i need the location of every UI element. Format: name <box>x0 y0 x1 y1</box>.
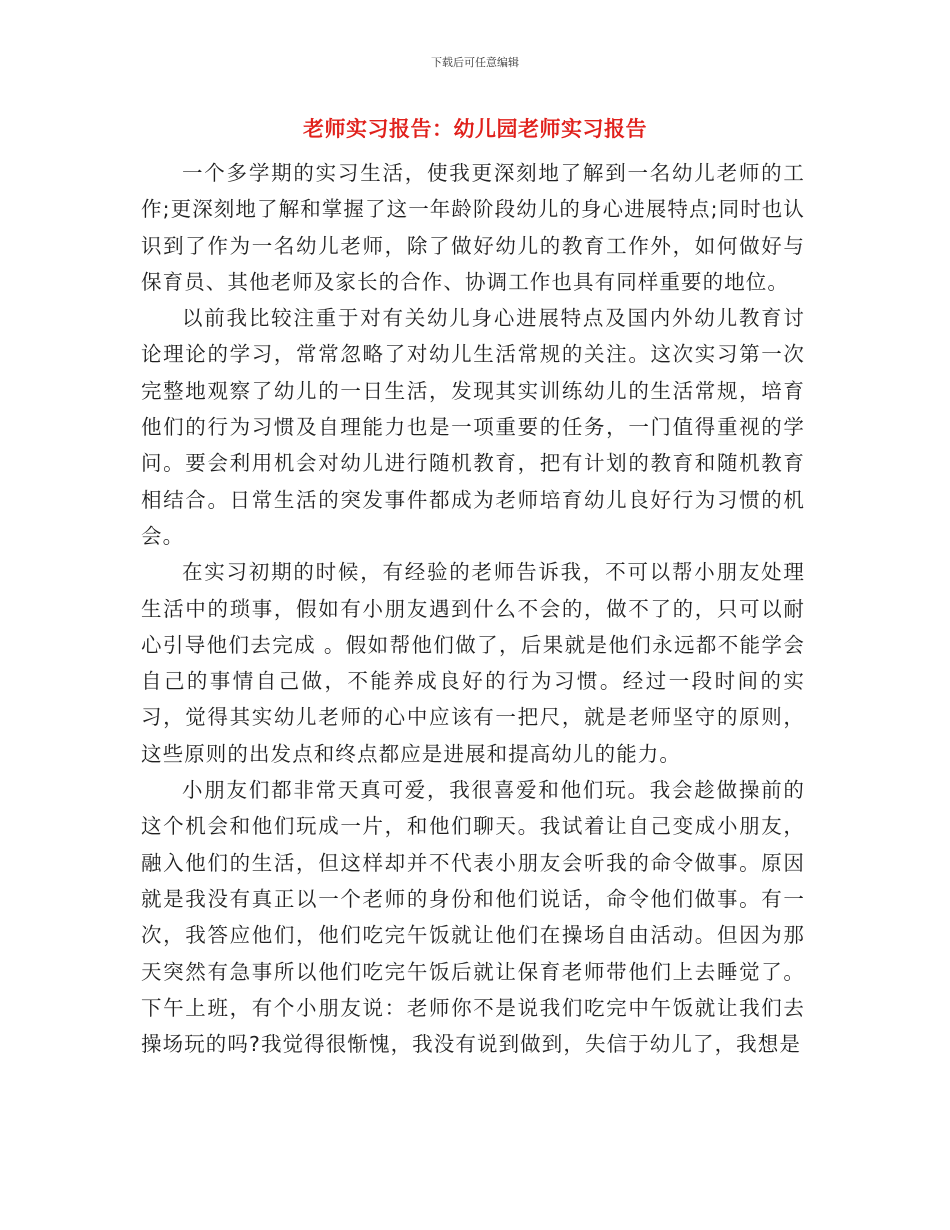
paragraph: 在实习初期的时候，有经验的老师告诉我，不可以帮小朋友处理生活中的琐事，假如有小朋友遇到什么不会的，做不了的，只可以耐心引导他们去完成 。假如帮他们做了，后果就是他们永远都不能学会自己的事情自己做，不能养成良好的行为习惯。经过一段时间的实习，觉得其实幼儿老师的心中应该有一把尺，就是老师坚守的原则，这些原则的出发点和终点都应是进展和提高幼儿的能力。 <box>141 560 805 766</box>
paragraph: 一个多学期的实习生活，使我更深刻地了解到一名幼儿老师的工作;更深刻地了解和掌握了这一年龄阶段幼儿的身心进展特点;同时也认识到了作为一名幼儿老师，除了做好幼儿的教育工作外，如何做好与保育员、其他老师及家长的合作、协调工作也具有同样重要的地位。 <box>141 161 806 294</box>
paragraph: 以前我比较注重于对有关幼儿身心进展特点及国内外幼儿教育讨论理论的学习，常常忽略了对幼儿生活常规的关注。这次实习第一次完整地观察了幼儿的一日生活，发现其实训练幼儿的生活常规，培育他们的行为习惯及自理能力也是一项重要的任务，一门值得重视的学问。要会利用机会对幼儿进行随机教育，把有计划的教育和随机教育相结合。日常生活的突发事件都成为老师培育幼儿良好行为习惯的机会。 <box>141 306 805 548</box>
header-note: 下载后可任意编辑 <box>431 56 519 69</box>
document-body <box>141 155 805 1062</box>
paragraph: 小朋友们都非常天真可爱，我很喜爱和他们玩。我会趁做操前的这个机会和他们玩成一片，和他们聊天。我试着让自己变成小朋友，融入他们的生活，但这样却并不代表小朋友会听我的命令做事。原因就是我没有真正以一个老师的身份和他们说话，命令他们做事。有一次，我答应他们，他们吃完午饭就让他们在操场自由活动。但因为那天突然有急事所以他们吃完午饭后就让保育老师带他们上去睡觉了。下午上班，有个小朋友说：老师你不是说我们吃完中午饭就让我们去操场玩的吗?我觉得很惭愧，我没有说到做到，失信于幼儿了，我想是 <box>141 778 805 1057</box>
document-title: 老师实习报告：幼儿园老师实习报告 <box>303 117 647 141</box>
